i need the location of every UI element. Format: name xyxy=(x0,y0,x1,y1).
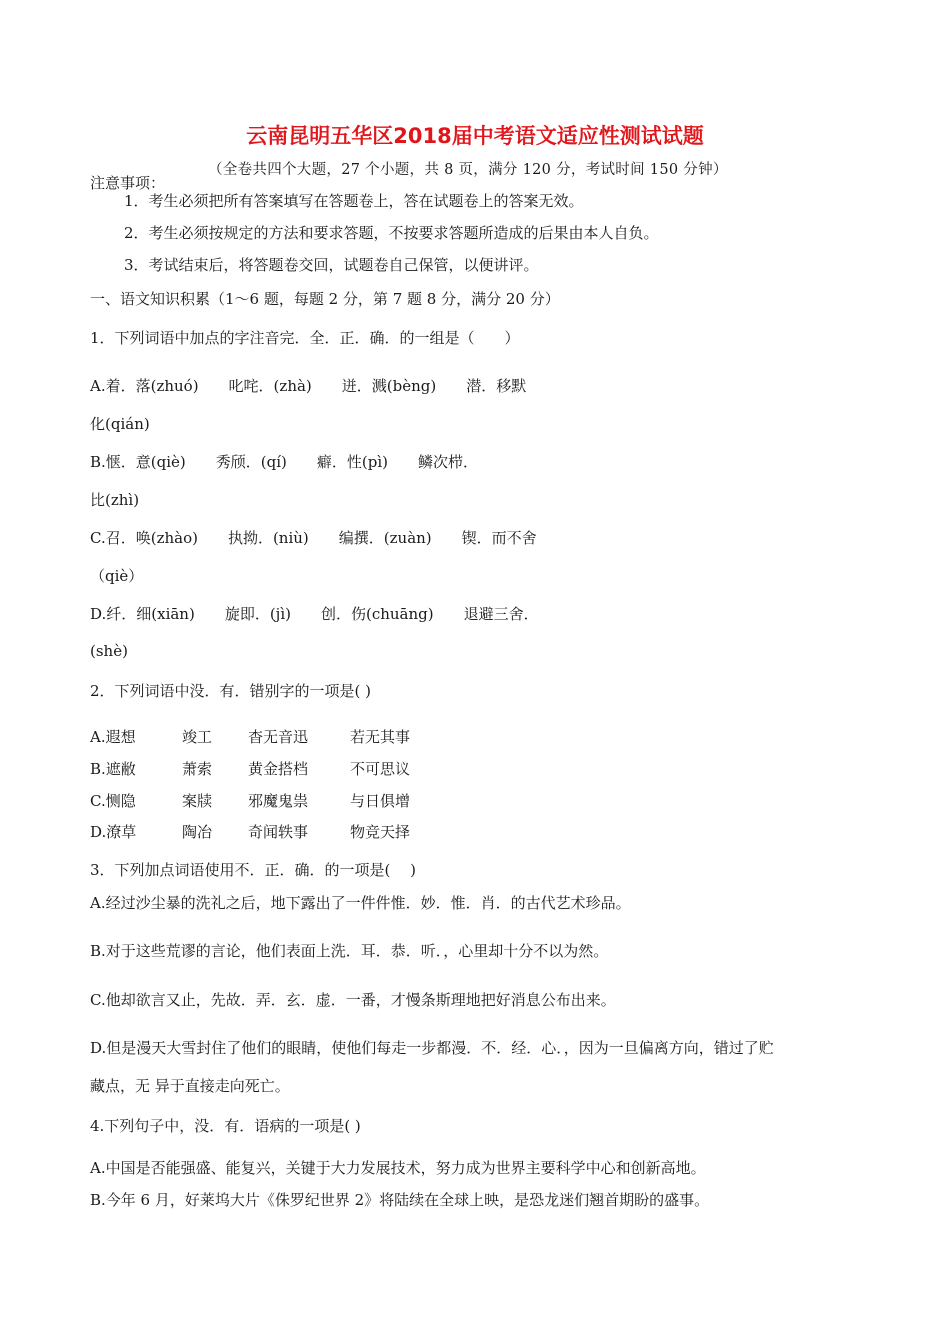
question-1-option-a-cont: 化(qián) xyxy=(90,415,150,433)
question-2-row xyxy=(90,821,410,842)
question-3-option-d: D.但是漫天大雪封住了他们的眼睛，使他们每走一步都漫．不．经．心．，因为一旦偏离方向，错过了贮 xyxy=(90,1039,774,1057)
notice-item: 3．考试结束后，将答题卷交回，试题卷自己保管，以便讲评。 xyxy=(124,256,539,274)
word: 萧索 xyxy=(182,760,213,778)
exam-title: 云南昆明五华区2018届中考语文适应性测试试题 xyxy=(246,124,704,148)
word: 不可思议 xyxy=(350,760,411,778)
word: 与日俱增 xyxy=(350,792,411,810)
notice-item: 1．考生必须把所有答案填写在答题卷上，答在试题卷上的答案无效。 xyxy=(124,192,584,210)
word: B.遮敝 xyxy=(90,760,136,778)
question-1-stem: 1．下列词语中加点的字注音完．全．正．确．的一组是（ ） xyxy=(90,329,520,347)
question-1-option-b-cont: 比(zhì) xyxy=(90,491,140,509)
notice-item: 2．考生必须按规定的方法和要求答题，不按要求答题所造成的后果由本人自负。 xyxy=(124,224,659,242)
exam-subtitle: （全卷共四个大题，27 个小题，共 8 页，满分 120 分，考试时间 150 分钟） xyxy=(208,162,728,178)
word: C.恻隐 xyxy=(90,792,136,810)
question-3-stem: 3．下列加点词语使用不．正．确．的一项是( ) xyxy=(90,861,417,879)
question-3-option-a: A.经过沙尘暴的洗礼之后，地下露出了一件件惟．妙．惟．肖．的古代艺术珍品。 xyxy=(90,894,631,912)
word: 若无其事 xyxy=(350,728,411,746)
word: 案牍 xyxy=(182,792,213,810)
word: A.遐想 xyxy=(90,728,136,746)
question-1-option-c-cont: （qiè） xyxy=(90,567,144,585)
word: 邪魔鬼祟 xyxy=(248,792,309,810)
word: D.潦草 xyxy=(90,823,137,841)
question-3-option-c: C.他却欲言又止，先故．弄．玄．虚．一番，才慢条斯理地把好消息公布出来。 xyxy=(90,991,616,1009)
question-3-option-b: B.对于这些荒谬的言论，他们表面上洗．耳．恭．听．，心里却十分不以为然。 xyxy=(90,942,609,960)
word: 物竞天择 xyxy=(350,823,411,841)
question-2-row xyxy=(90,790,410,811)
question-2-row xyxy=(90,726,410,747)
question-3-option-d-cont: 藏点，无 异于直接走向死亡。 xyxy=(90,1077,290,1095)
question-1-option-c: C.召．唤(zhào) 执拗．(niù) 编撰．(zuàn) 锲．而不舍 xyxy=(90,529,537,547)
question-1-option-b: B.惬．意(qiè) 秀颀．(qí) 癖．性(pì) 鳞次栉． xyxy=(90,453,478,471)
word: 奇闻轶事 xyxy=(248,823,309,841)
question-4-stem: 4.下列句子中，没．有．语病的一项是( ) xyxy=(90,1117,361,1135)
question-1-option-a: A.着．落(zhuó) 叱咤．(zhà) 迸．溅(bèng) 潜．移默 xyxy=(90,377,527,395)
notice-heading: 注意事项： xyxy=(90,174,166,192)
word: 杳无音迅 xyxy=(248,728,309,746)
word: 黄金搭档 xyxy=(248,760,309,778)
question-4-option-a: A.中国是否能强盛、能复兴，关键于大力发展技术，努力成为世界主要科学中心和创新高地。 xyxy=(90,1159,706,1177)
question-1-option-d-cont: (shè) xyxy=(90,642,128,660)
word: 竣工 xyxy=(182,728,213,746)
question-1-option-d: D.纤．细(xiān) 旋即．(jì) 创．伤(chuāng) 退避三舍． xyxy=(90,605,539,623)
section-heading: 一、语文知识积累（1～6 题，每题 2 分，第 7 题 8 分，满分 20 分） xyxy=(90,290,560,308)
question-4-option-b: B.今年 6 月，好莱坞大片《侏罗纪世界 2》将陆续在全球上映，是恐龙迷们翘首期盼的盛事。 xyxy=(90,1191,710,1209)
question-2-row xyxy=(90,758,410,779)
word: 陶冶 xyxy=(182,823,213,841)
question-2-stem: 2．下列词语中没．有．错别字的一项是( ) xyxy=(90,682,372,700)
